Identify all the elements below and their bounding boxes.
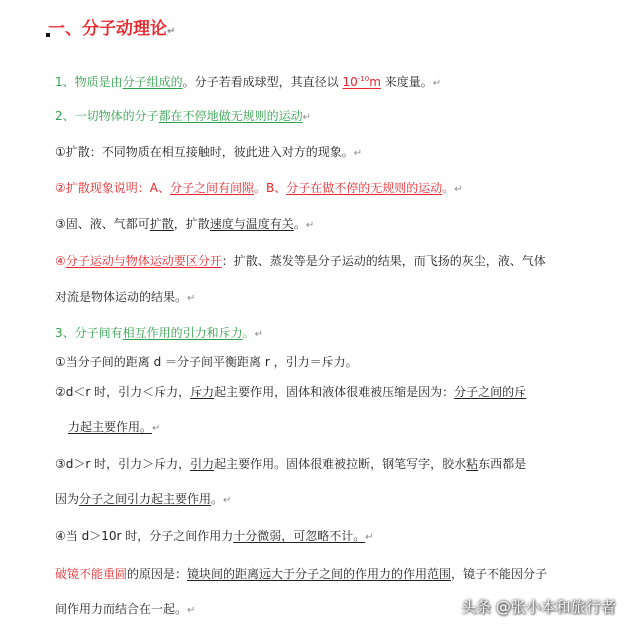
paragraph-mark-icon: ↵ bbox=[223, 495, 232, 506]
text: 。分子若看成球型，其直径以 bbox=[182, 75, 343, 89]
text: 起主要作用。固体很难被拉断，钢笔写字，胶水 bbox=[214, 457, 467, 471]
text: 对流是物体运动的结果。 bbox=[55, 290, 188, 304]
text: ①当分子间的距离 d ＝分子间平衡距离 r ，引力＝斥力。 bbox=[55, 355, 358, 369]
text: 间作用力而结合在一起。 bbox=[55, 602, 188, 616]
paragraph-mark-icon: ↵ bbox=[305, 220, 315, 231]
text: 相互作用的引力和斥力 bbox=[122, 326, 243, 340]
paragraph-1 bbox=[55, 71, 441, 92]
text: 分子运动与物体运动要区分开 bbox=[65, 254, 222, 268]
text: 。 bbox=[211, 492, 224, 506]
paragraph-mark-icon: ↵ bbox=[302, 112, 312, 123]
watermark: 头条 @张小本和旅行者 bbox=[461, 598, 616, 616]
paragraph-mark-icon: ↵ bbox=[365, 532, 374, 543]
paragraph-6 bbox=[55, 253, 546, 269]
paragraph-mark-icon: ↵ bbox=[353, 148, 363, 159]
text: 分子在做不停的无规则的运动 bbox=[286, 181, 443, 195]
text: 因为 bbox=[55, 492, 80, 506]
text: 1、物质是由 bbox=[55, 75, 123, 89]
text: 镜块间的距离远大于分子之间的作用力的作用范围 bbox=[187, 567, 452, 581]
text: ②扩散现象说明：A、 bbox=[55, 181, 170, 195]
text: 速度与温度有关 bbox=[209, 217, 294, 231]
paragraph-3 bbox=[55, 144, 362, 162]
paragraph-13 bbox=[55, 491, 231, 509]
text: 。 bbox=[442, 181, 455, 195]
paragraph-12 bbox=[55, 456, 526, 472]
text: 粘 bbox=[466, 457, 479, 471]
text: 引力 bbox=[190, 457, 215, 471]
text: 。B、 bbox=[253, 181, 287, 195]
paragraph-5 bbox=[55, 216, 314, 234]
text: ：扩散、蒸发等是分子运动的结果，而飞扬的灰尘，液、气体 bbox=[221, 254, 546, 268]
paragraph-mark-icon: ↵ bbox=[152, 423, 161, 434]
text: ④当 d＞10r 时，分子之间作用力 bbox=[55, 529, 234, 543]
text: 3、分子间有 bbox=[55, 326, 123, 340]
paragraph-mark-icon: ↵ bbox=[187, 293, 196, 304]
paragraph-11 bbox=[68, 419, 160, 437]
text: 力起主要作用。 bbox=[68, 420, 153, 434]
text: ④ bbox=[55, 254, 66, 268]
text: 分子之间有间隙 bbox=[169, 181, 254, 195]
text: 分子组成的 bbox=[122, 75, 183, 89]
diameter-unit: $10^{-10}m$ bbox=[342, 75, 381, 89]
paragraph-10 bbox=[55, 384, 526, 400]
text: ②d＜r 时，引力＜斥力， bbox=[55, 385, 191, 399]
text: ①扩散：不同物质在相互接触时，彼此进入对方的现象。 bbox=[55, 145, 354, 159]
paragraph-7 bbox=[55, 289, 195, 307]
text: 扩散 bbox=[149, 217, 174, 231]
text: ③d＞r 时，引力＞斥力， bbox=[55, 457, 191, 471]
text: 东西都是 bbox=[478, 457, 527, 471]
text: 来度量。 bbox=[380, 75, 433, 89]
text: ，镜子不能因分子 bbox=[451, 567, 548, 581]
paragraph-2 bbox=[55, 108, 311, 126]
paragraph-16 bbox=[55, 601, 195, 619]
paragraph-mark-icon: ↵ bbox=[167, 26, 176, 37]
text: ③固、液、气都可 bbox=[55, 217, 150, 231]
paragraph-9 bbox=[55, 354, 358, 370]
text: 2、一切物体的分子 bbox=[55, 109, 159, 123]
paragraph-mark-icon: ↵ bbox=[454, 184, 463, 195]
text: 破镜不能重圆 bbox=[55, 567, 128, 581]
text: 十分微弱 bbox=[233, 529, 282, 543]
text: 分子之间的斥 bbox=[454, 385, 527, 399]
paragraph-15 bbox=[55, 566, 547, 582]
paragraph-8 bbox=[55, 325, 263, 343]
paragraph-mark-icon: ↵ bbox=[187, 605, 196, 616]
text: 。 bbox=[242, 326, 255, 340]
paragraph-mark-icon: ↵ bbox=[432, 78, 442, 89]
text: 斥力 bbox=[190, 385, 215, 399]
text: 。 bbox=[293, 217, 306, 231]
text: ，可忽略不计。 bbox=[281, 529, 366, 543]
paragraph-14 bbox=[55, 528, 374, 546]
text: 分子之间引力起主要作用 bbox=[79, 492, 212, 506]
paragraph-mark-icon: ↵ bbox=[254, 329, 264, 340]
text: 都在不停地做无规则的运动 bbox=[158, 109, 303, 123]
text: 的原因是： bbox=[127, 567, 188, 581]
section-title: 一、分子动理论↵ bbox=[48, 19, 176, 39]
text: 起主要作用，固体和液体很难被压缩是因为： bbox=[214, 385, 455, 399]
text: ，扩散 bbox=[173, 217, 210, 231]
paragraph-4 bbox=[55, 180, 463, 198]
